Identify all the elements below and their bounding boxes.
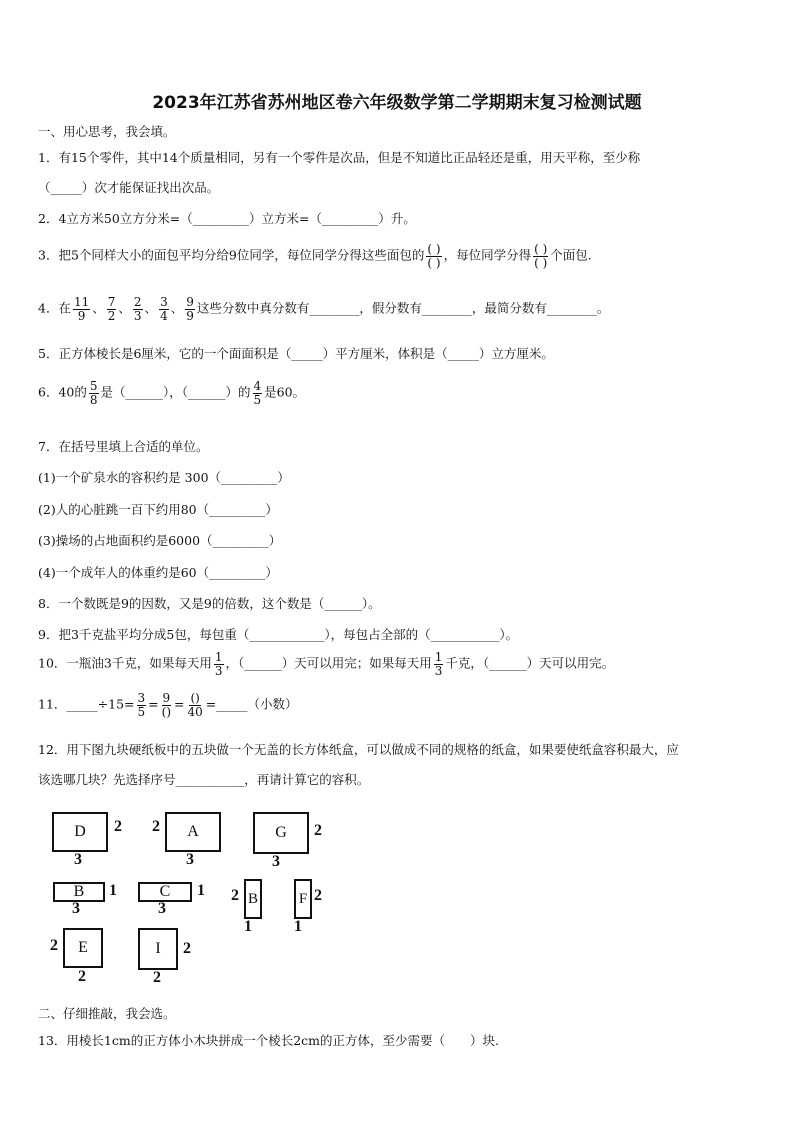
piece-h: B (244, 879, 262, 919)
piece-c-bottom: 3 (158, 900, 166, 917)
question-3 (38, 243, 592, 269)
fraction: $\frac{4}{5}$ (253, 379, 262, 407)
question-4: 4．在 $\frac{11}{9}$ 、 $\frac{7}{2}$ 、 $\frac{2}{3}$ 、 $\frac{3}{4}$ 、 $\frac{9}{9}$ 这些分数中真分数有________，假分数有________，最简分数有________。 (38, 295, 610, 323)
fraction: $\frac{1}{3}$ (434, 650, 443, 678)
piece-d-side: 2 (114, 818, 122, 835)
piece-e: E (63, 928, 103, 968)
piece-d: D (52, 812, 108, 852)
section-1-heading: 一、用心思考，我会填。 (38, 124, 176, 139)
question-11: 11．_____÷15= $\frac{3}{5}$ = $\frac{9}{()}$ = $\frac{()}{40}$ =_____（小数） (38, 691, 298, 719)
question-7-stem: 7．在括号里填上合适的单位。 (38, 439, 209, 454)
question-1-line-2: （_____）次才能保证找出次品。 (38, 180, 220, 195)
piece-i-bottom: 2 (153, 969, 161, 986)
section-2-heading: 二、仔细推敲，我会选。 (38, 1006, 176, 1021)
fraction: $\frac{9}{9}$ (186, 295, 194, 323)
question-7-item: (3)操场的占地面积约是6000（_________） (38, 533, 282, 548)
question-3-text-b: ，每位同学分得 (443, 247, 532, 263)
piece-i: I (138, 928, 178, 970)
piece-i-side: 2 (183, 940, 191, 957)
piece-a: A (165, 812, 221, 852)
question-12-line-1: 12．用下图九块硬纸板中的五块做一个无盖的长方体纸盒，可以做成不同的规格的纸盒，如果要使纸盒容积最大，应 (38, 742, 679, 757)
piece-a-bottom: 3 (186, 851, 194, 868)
piece-h-side: 2 (231, 887, 239, 904)
piece-c: C (138, 882, 192, 902)
question-7-item: (2)人的心脏跳一百下约用80（_________） (38, 502, 278, 517)
piece-g-side: 2 (314, 822, 322, 839)
piece-b-side: 1 (109, 882, 117, 899)
question-7-item: (4)一个成年人的体重约是60（_________） (38, 565, 278, 580)
fraction: $\frac{3}{5}$ (137, 691, 146, 719)
question-7-item: (1)一个矿泉水的容积约是 300（_________） (38, 470, 290, 485)
question-10: 10．一瓶油3千克，如果每天用 $\frac{1}{3}$ ，（______）天可以用完；如果每天用 $\frac{1}{3}$ 千克，（______）天可以用完。 (38, 650, 615, 678)
fraction: $\frac{1}{3}$ (214, 650, 223, 678)
question-5: 5．正方体棱长是6厘米，它的一个面面积是（_____）平方厘米，体积是（_____）立方厘米。 (38, 346, 554, 361)
question-12-line-2: 该选哪几块？先选择序号___________，再请计算它的容积。 (38, 772, 370, 787)
fraction: $\frac{()}{40}$ (187, 691, 203, 719)
blank-fraction[interactable]: $\frac{( )}{( )}$ (427, 242, 441, 270)
piece-b-bottom: 3 (72, 900, 80, 917)
question-3-text-c: 个面包. (550, 247, 592, 263)
question-13: 13．用棱长1cm的正方体小木块拼成一个棱长2cm的正方体，至少需要（ ）块. (38, 1033, 499, 1048)
fraction: $\frac{9}{()}$ (161, 691, 172, 719)
fraction: $\frac{2}{3}$ (133, 295, 142, 323)
piece-a-side: 2 (152, 818, 160, 835)
piece-d-bottom: 3 (74, 851, 82, 868)
question-2: 2．4立方米50立方分米=（_________）立方米=（_________）升。 (38, 211, 416, 226)
piece-e-bottom: 2 (78, 968, 86, 985)
fraction: $\frac{3}{4}$ (160, 295, 168, 323)
fraction: $\frac{7}{2}$ (107, 295, 116, 323)
piece-c-side: 1 (197, 882, 205, 899)
piece-f-bottom: 1 (294, 918, 302, 935)
piece-b: B (53, 882, 105, 902)
question-6: 6．40的 $\frac{5}{8}$ 是（______），（______）的 $\frac{4}{5}$ 是60。 (38, 379, 306, 407)
fraction: $\frac{5}{8}$ (89, 379, 98, 407)
piece-f-side: 2 (314, 887, 322, 904)
blank-fraction[interactable]: $\frac{( )}{( )}$ (534, 242, 548, 270)
piece-h-bottom: 1 (244, 918, 252, 935)
question-1-line-1: 1．有15个零件，其中14个质量相同，另有一个零件是次品，但是不知道比正品轻还是重，用天平称，至少称 (38, 150, 641, 165)
page-title: 2023年江苏省苏州地区卷六年级数学第二学期期末复习检测试题 (152, 93, 642, 113)
piece-g-bottom: 3 (272, 853, 280, 870)
piece-e-side: 2 (50, 937, 58, 954)
question-8: 8．一个数既是9的因数，又是9的倍数，这个数是（______）。 (38, 596, 381, 611)
piece-g: G (253, 812, 309, 854)
question-9: 9．把3千克盐平均分成5包，每包重（____________），每包占全部的（___________）。 (38, 627, 519, 642)
question-3-text-a: 3．把5个同样大小的面包平均分给9位同学，每位同学分得这些面包的 (38, 247, 425, 263)
fraction: $\frac{11}{9}$ (73, 295, 90, 323)
piece-f: F (294, 879, 312, 919)
